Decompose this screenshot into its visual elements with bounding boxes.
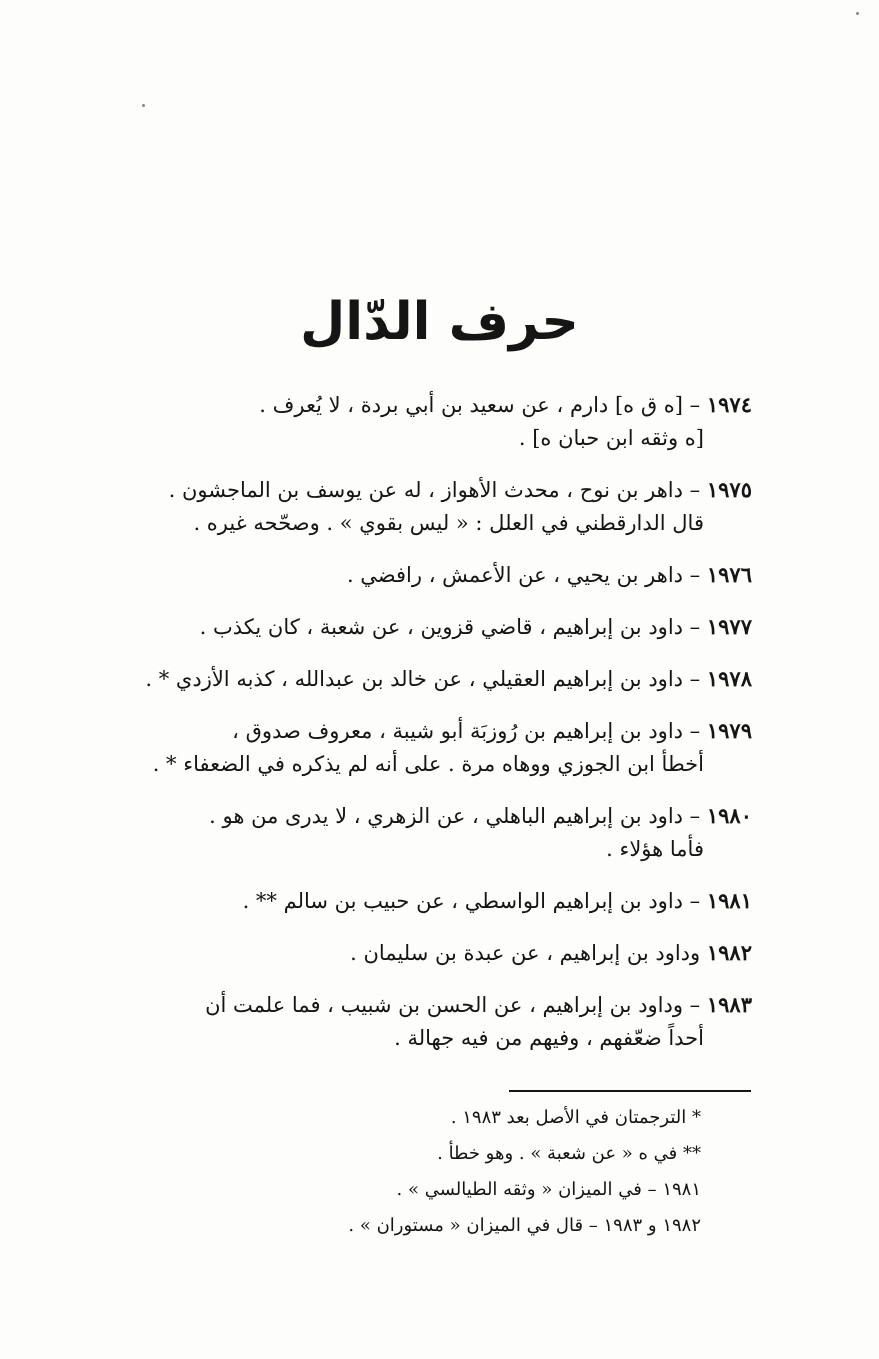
entries-list [100, 388, 752, 1073]
footnote-divider [509, 1090, 751, 1092]
entry-line [100, 799, 752, 833]
footnote: ١٩٨١ – في الميزان « وثقه الطيالسي » . [396, 1179, 701, 1200]
entry-continuation: قال الدارقطني في العلل : « ليس بقوي » . وصحّحه غيره . [193, 511, 704, 535]
entry-number: ١٩٨٠ [706, 803, 752, 828]
entry-number: ١٩٨٣ [706, 992, 752, 1017]
entry-text: – [ه ق ه] دارم ، عن سعيد بن أبي بردة ، لا يُعرف . [259, 393, 701, 417]
entry-1980 [100, 799, 752, 866]
entry-1976 [100, 558, 752, 592]
entry-line [100, 610, 752, 644]
entry-1979 [100, 714, 752, 781]
entry-1983 [100, 988, 752, 1055]
entry-line [100, 388, 752, 422]
chapter-heading: حرف الدّال [300, 292, 579, 352]
entry-number: ١٩٧٩ [706, 718, 752, 743]
entry-continuation: فأما هؤلاء . [606, 837, 704, 861]
entry-line [100, 473, 752, 507]
entry-1982 [100, 936, 752, 970]
entry-text: – داود بن إبراهيم الباهلي ، عن الزهري ، لا يدرى من هو . [209, 804, 701, 828]
entry-text: وداود بن إبراهيم ، عن عبدة بن سليمان . [350, 941, 701, 965]
entry-number: ١٩٧٦ [706, 562, 752, 587]
entry-text: – داود بن إبراهيم الواسطي ، عن حبيب بن سالم ** . [242, 889, 701, 913]
entry-number: ١٩٧٨ [706, 666, 752, 691]
entry-1974 [100, 388, 752, 455]
footnotes [141, 1100, 701, 1244]
entry-number: ١٩٧٧ [706, 614, 752, 639]
entry-1977 [100, 610, 752, 644]
entry-1981 [100, 884, 752, 918]
entry-line [100, 662, 752, 696]
entry-continuation: أخطأ ابن الجوزي ووهاه مرة . على أنه لم يذكره في الضعفاء * . [152, 752, 704, 776]
entry-number: ١٩٨٢ [706, 940, 752, 965]
entry-line [100, 714, 752, 748]
entry-text: – داود بن إبراهيم العقيلي ، عن خالد بن عبدالله ، كذبه الأزدي * . [145, 667, 701, 691]
entry-number: ١٩٧٤ [706, 392, 752, 417]
entry-line [100, 884, 752, 918]
entry-1975 [100, 473, 752, 540]
entry-continuation: أحداً ضعّفهم ، وفيهم من فيه جهالة . [394, 1026, 704, 1050]
entry-continuation: [ه وثقه ابن حبان ه] . [518, 426, 704, 450]
entry-text: – داهر بن نوح ، محدث الأهواز ، له عن يوسف بن الماجشون . [168, 478, 701, 502]
entry-number: ١٩٨١ [706, 888, 752, 913]
entry-text: – داود بن إبراهيم بن رُوزبَة أبو شيبة ، معروف صدوق ، [232, 719, 701, 743]
paper-speck [856, 12, 859, 15]
entry-line [100, 558, 752, 592]
paper-speck [142, 104, 145, 107]
entry-line [100, 936, 752, 970]
entry-line [100, 988, 752, 1022]
footnote: * الترجمتان في الأصل بعد ١٩٨٣ . [450, 1107, 701, 1128]
footnote: ١٩٨٢ و ١٩٨٣ – قال في الميزان « مستوران » . [348, 1215, 701, 1236]
entry-text: – وداود بن إبراهيم ، عن الحسن بن شبيب ، فما علمت أن [205, 993, 701, 1017]
entry-number: ١٩٧٥ [706, 477, 752, 502]
entry-text: – داهر بن يحيي ، عن الأعمش ، رافضي . [346, 563, 701, 587]
entry-text: – داود بن إبراهيم ، قاضي قزوين ، عن شعبة ، كان يكذب . [199, 615, 701, 639]
entry-1978 [100, 662, 752, 696]
footnote: ** في ه « عن شعبة » . وهو خطأ . [437, 1143, 701, 1164]
